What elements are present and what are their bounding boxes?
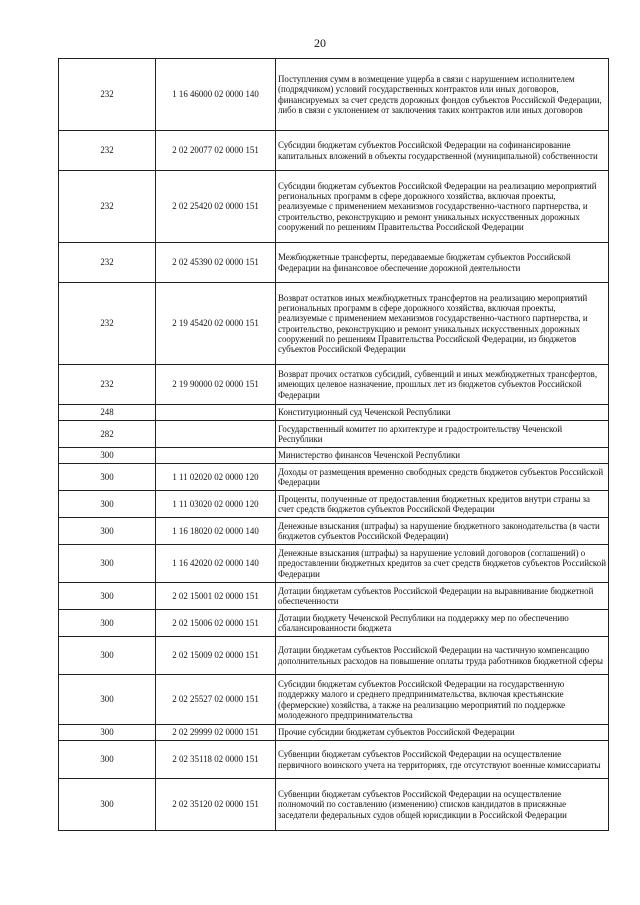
description-cell: Дотации бюджетам субъектов Российской Федерации на выравнивание бюджетной обеспеченности [276,583,609,610]
admin-code-cell: 300 [59,675,156,725]
admin-code-cell: 300 [59,610,156,637]
admin-code-cell: 300 [59,545,156,583]
description-cell: Денежные взыскания (штрафы) за нарушение бюджетного законодательства (в части бюджетов субъектов Российской Федерации) [276,518,609,545]
admin-code-cell: 248 [59,405,156,421]
table-row [59,610,609,637]
description-cell: Субвенции бюджетам субъектов Российской Федерации на осуществление первичного воинского учета на территориях, где отсутствуют военные комиссариаты [276,741,609,779]
table-row [59,464,609,491]
budget-code-cell: 2 02 15001 02 0000 151 [156,583,276,610]
admin-code-cell: 300 [59,725,156,741]
table-row [59,283,609,365]
admin-code-cell: 232 [59,243,156,283]
table-row [59,131,609,171]
page-number: 20 [314,36,326,50]
description-cell: Денежные взыскания (штрафы) за нарушение условий договоров (соглашений) о предоставлении бюджетных кредитов за счет средств бюджетов субъектов Российской Федерации [276,545,609,583]
description-cell: Дотации бюджетам субъектов Российской Федерации на частичную компенсацию дополнительных расходов на повышение оплаты труда работников бюджетной сферы [276,637,609,675]
table-row [59,421,609,448]
table-row [59,637,609,675]
budget-code-cell: 2 02 20077 02 0000 151 [156,131,276,171]
budget-code-cell: 2 02 29999 02 0000 151 [156,725,276,741]
table-row [59,583,609,610]
table-body [59,59,609,831]
description-cell: Доходы от размещения временно свободных средств бюджетов субъектов Российской Федерации [276,464,609,491]
admin-code-cell: 300 [59,637,156,675]
revenue-codes-table [58,58,609,831]
budget-code-cell: 2 02 25527 02 0000 151 [156,675,276,725]
budget-code-cell [156,448,276,464]
description-cell: Министерство финансов Чеченской Республики [276,448,609,464]
description-cell: Субсидии бюджетам субъектов Российской Федерации на софинансирование капитальных вложений в объекты государственной (муниципальной) собственности [276,131,609,171]
budget-code-cell [156,405,276,421]
description-cell: Межбюджетные трансферты, передаваемые бюджетам субъектов Российской Федерации на финансовое обеспечение дорожной деятельности [276,243,609,283]
admin-code-cell: 300 [59,779,156,831]
budget-code-cell: 1 16 42020 02 0000 140 [156,545,276,583]
admin-code-cell: 232 [59,283,156,365]
budget-code-cell: 2 19 90000 02 0000 151 [156,365,276,405]
budget-code-cell: 1 11 03020 02 0000 120 [156,491,276,518]
description-cell: Прочие субсидии бюджетам субъектов Российской Федерации [276,725,609,741]
budget-code-cell: 2 02 45390 02 0000 151 [156,243,276,283]
table-row [59,779,609,831]
admin-code-cell: 300 [59,741,156,779]
description-cell: Дотации бюджету Чеченской Республики на поддержку мер по обеспечению сбалансированности бюджета [276,610,609,637]
admin-code-cell: 300 [59,448,156,464]
description-cell: Конституционный суд Чеченской Республики [276,405,609,421]
description-cell: Поступления сумм в возмещение ущерба в связи с нарушением исполнителем (подрядчиком) условий государственных контрактов или иных договоров, финансируемых за счет средств дорожных фондов субъектов Российской Федерации, либо в связи с уклонением от заключения таких контрактов или иных договоров [276,59,609,131]
description-cell: Возврат прочих остатков субсидий, субвенций и иных межбюджетных трансфертов, имеющих целевое назначение, прошлых лет из бюджетов субъектов Российской Федерации [276,365,609,405]
table-row [59,741,609,779]
table-row [59,448,609,464]
table-row [59,243,609,283]
budget-code-cell: 2 02 15009 02 0000 151 [156,637,276,675]
budget-code-cell: 2 02 25420 02 0000 151 [156,171,276,243]
description-cell: Субвенции бюджетам субъектов Российской Федерации на осуществление полномочий по составлению (изменению) списков кандидатов в присяжные заседатели федеральных судов общей юрисдикции в Российской Федерации [276,779,609,831]
table-row [59,405,609,421]
budget-code-cell: 1 16 18020 02 0000 140 [156,518,276,545]
admin-code-cell: 300 [59,491,156,518]
budget-code-cell: 2 02 15006 02 0000 151 [156,610,276,637]
admin-code-cell: 232 [59,365,156,405]
admin-code-cell: 232 [59,131,156,171]
table-row [59,725,609,741]
description-cell: Государственный комитет по архитектуре и градостроительству Чеченской Республики [276,421,609,448]
table-row [59,491,609,518]
budget-code-cell: 1 11 02020 02 0000 120 [156,464,276,491]
budget-code-cell: 2 19 45420 02 0000 151 [156,283,276,365]
budget-code-cell: 2 02 35118 02 0000 151 [156,741,276,779]
admin-code-cell: 282 [59,421,156,448]
budget-code-cell: 2 02 35120 02 0000 151 [156,779,276,831]
table-row [59,365,609,405]
table-row [59,59,609,131]
table-row [59,675,609,725]
admin-code-cell: 300 [59,583,156,610]
budget-code-cell: 1 16 46000 02 0000 140 [156,59,276,131]
budget-code-cell [156,421,276,448]
admin-code-cell: 300 [59,518,156,545]
description-cell: Возврат остатков иных межбюджетных трансфертов на реализацию мероприятий региональных программ в сфере дорожного хозяйства, включая проекты, реализуемые с применением механизмов государственно-частного партнерства, и строительство, реконструкцию и ремонт уникальных искусственных дорожных сооружений по решениям Правительства Российской Федерации, из бюджетов субъектов Российской Федерации [276,283,609,365]
admin-code-cell: 300 [59,464,156,491]
table-row [59,545,609,583]
table-row [59,171,609,243]
description-cell: Субсидии бюджетам субъектов Российской Федерации на реализацию мероприятий региональных программ в сфере дорожного хозяйства, включая проекты, реализуемые с применением механизмов государственно-частного партнерства, и строительство, реконструкцию и ремонт уникальных искусственных дорожных сооружений по решениям Правительства Российской Федерации [276,171,609,243]
admin-code-cell: 232 [59,171,156,243]
description-cell: Субсидии бюджетам субъектов Российской Федерации на государственную поддержку малого и среднего предпринимательства, включая крестьянские (фермерские) хозяйства, а также на реализацию мероприятий по поддержке молодежного предпринимательства [276,675,609,725]
table-row [59,518,609,545]
admin-code-cell: 232 [59,59,156,131]
description-cell: Проценты, полученные от предоставления бюджетных кредитов внутри страны за счет средств бюджетов субъектов Российской Федерации [276,491,609,518]
